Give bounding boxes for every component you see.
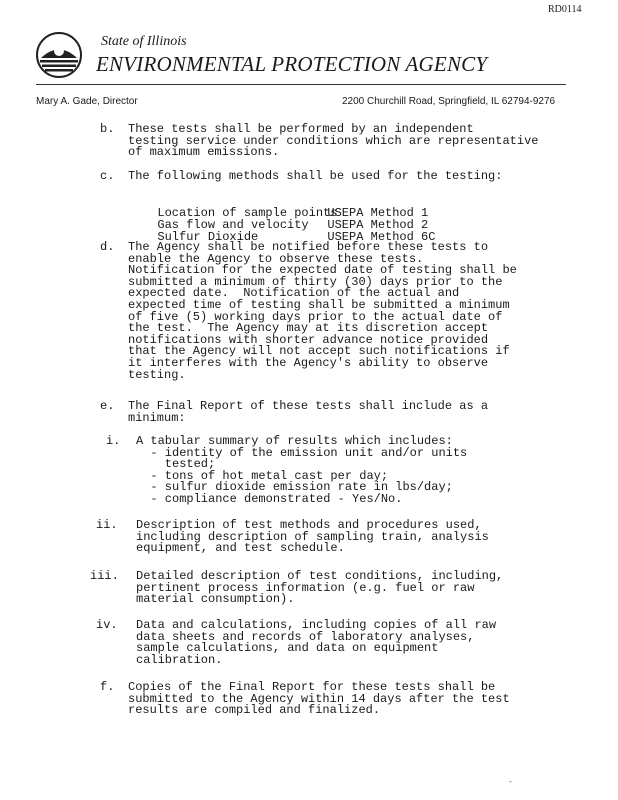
method-name: USEPA Method 6C [327,229,436,244]
item-e-label: e. [100,399,115,413]
item-c-label: c. [100,169,115,183]
item-f-text: Copies of the Final Report for these tests shall be submitted to the Agency within 14 days after the test results are compiled and finalized. [128,680,510,718]
item-ii-label: ii. [96,518,118,532]
scan-mark: - [508,778,513,787]
item-d-text: The Agency shall be notified before these tests to enable the Agency to observe these tests. Notification for the expected date of testing shall be submitted a minimum of thirty (30) days prior to the expected date. Notification of the actual and expected time of testing shall be submitted a minimum of five (5) working days prior to the actual date of the test. The Agency may at its discretion accept notifications with shorter advance notice provided that the Agency will not accept such notifications if it interferes with the Agency's ability to observe testing. [128,240,517,382]
method-name: USEPA Method 2 [327,217,429,232]
item-f-label: f. [100,680,115,694]
method-item: Sulfur Dioxide [157,229,259,244]
state-name: State of Illinois [101,34,187,49]
method-name: USEPA Method 1 [327,205,429,220]
item-i-label: i. [106,434,121,448]
item-d-label: d. [100,240,115,254]
item-b-label: b. [100,122,115,136]
header-rule [36,84,566,85]
page-id: RD0114 [548,4,582,15]
item-i-text: A tabular summary of results which includes: - identity of the emission unit and/or units tested; - tons of hot metal cast per day; - sulfur dioxide emission rate in lbs/day; - compliance demonstrated - Yes/No. [136,434,468,506]
item-iii-text: Detailed description of test conditions, including, pertinent process information (e.g. fuel or raw material consumption). [136,569,504,607]
item-iii-label: iii. [90,569,119,583]
item-ii-text: Description of test methods and procedures used, including description of sampling train, analysis equipment, and test schedule. [136,518,489,556]
item-e-text: The Final Report of these tests shall include as a minimum: [128,399,489,425]
method-item: Location of sample points [157,205,338,220]
agency-address: 2200 Churchill Road, Springfield, IL 62794-9276 [342,96,556,107]
item-iv-text: Data and calculations, including copies of all raw data sheets and records of laboratory analyses, sample calculations, and data on equipment calibration. [136,618,497,667]
item-c-text: The following methods shall be used for the testing: [128,169,503,183]
agency-title: ENVIRONMENTAL PROTECTION AGENCY [96,52,488,76]
method-item: Gas flow and velocity [157,217,309,232]
illinois-epa-logo-icon [35,31,83,79]
item-iv-label: iv. [96,618,118,632]
item-b-text: These tests shall be performed by an independent testing service under conditions which are representative of maximum emissions. [128,122,539,160]
director-name: Mary A. Gade, Director [36,96,138,107]
